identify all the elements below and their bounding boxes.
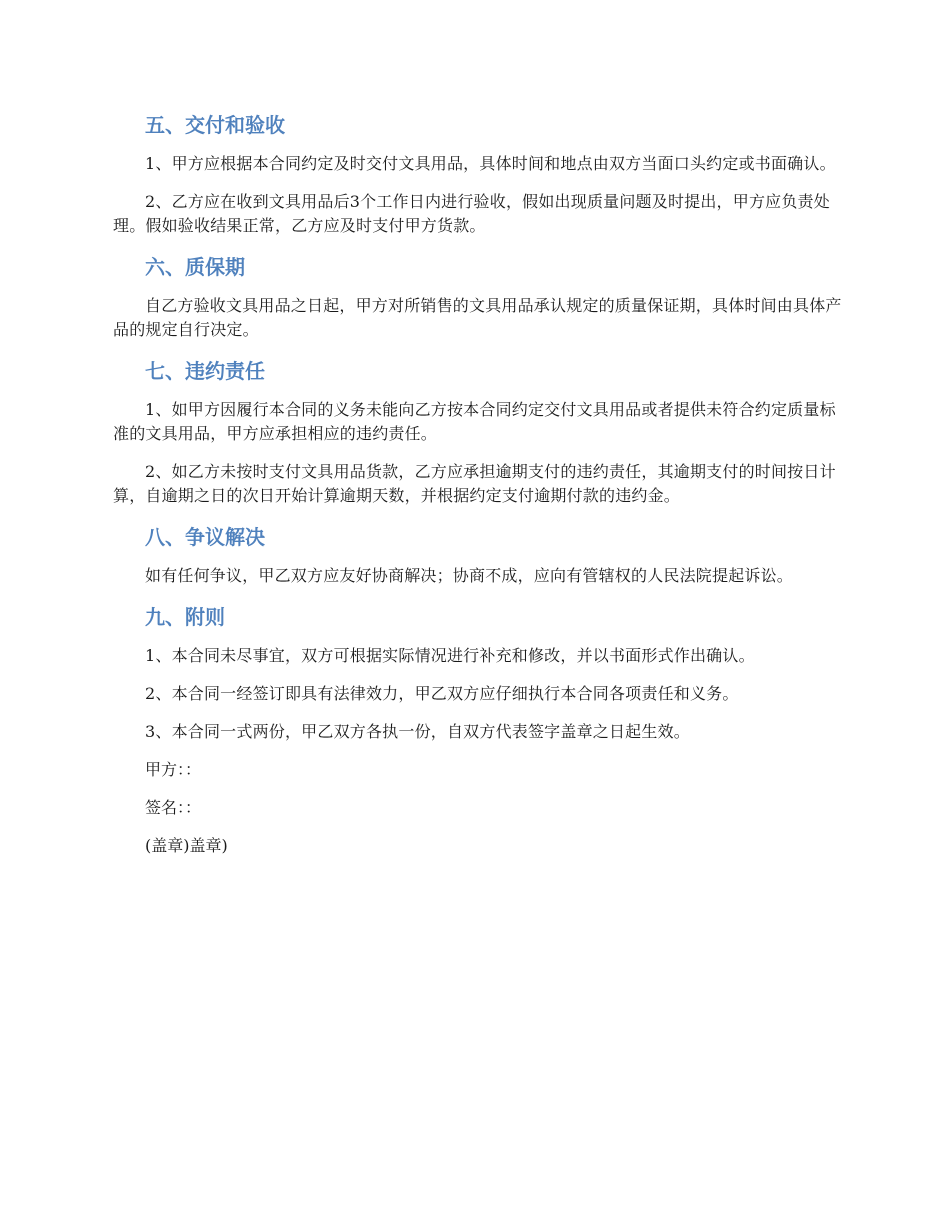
section-supplementary-provisions <box>113 602 843 744</box>
section-breach-liability <box>113 356 843 508</box>
paragraph: 自乙方验收文具用品之日起，甲方对所销售的文具用品承认规定的质量保证期，具体时间由具体产品的规定自行决定。 <box>113 296 842 339</box>
signature-block <box>113 758 843 858</box>
section-delivery-acceptance <box>113 110 843 238</box>
section-heading: 五、交付和验收 <box>145 113 285 137</box>
section-warranty <box>113 252 843 342</box>
paragraph: 1、本合同未尽事宜，双方可根据实际情况进行补充和修改，并以书面形式作出确认。 <box>145 646 755 665</box>
paragraph: 3、本合同一式两份，甲乙双方各执一份，自双方代表签字盖章之日起生效。 <box>145 722 690 741</box>
section-heading: 七、违约责任 <box>145 359 265 383</box>
paragraph: 1、如甲方因履行本合同的义务未能向乙方按本合同约定交付文具用品或者提供未符合约定质量标准的文具用品，甲方应承担相应的违约责任。 <box>113 400 836 443</box>
section-heading: 九、附则 <box>145 605 225 629</box>
paragraph: 1、甲方应根据本合同约定及时交付文具用品，具体时间和地点由双方当面口头约定或书面确认。 <box>145 154 836 173</box>
document-body <box>113 110 843 872</box>
section-heading: 六、质保期 <box>145 255 245 279</box>
party-a-label: 甲方：： <box>145 760 202 779</box>
signature-label: 签名：： <box>145 798 202 817</box>
section-dispute-resolution <box>113 522 843 588</box>
paragraph: 如有任何争议，甲乙双方应友好协商解决；协商不成，应向有管辖权的人民法院提起诉讼。 <box>145 566 794 585</box>
paragraph: 2、本合同一经签订即具有法律效力，甲乙双方应仔细执行本合同各项责任和义务。 <box>145 684 739 703</box>
paragraph: 2、如乙方未按时支付文具用品货款，乙方应承担逾期支付的违约责任，其逾期支付的时间按日计算，自逾期之日的次日开始计算逾期天数，并根据约定支付逾期付款的违约金。 <box>113 462 836 505</box>
paragraph: 2、乙方应在收到文具用品后3个工作日内进行验收，假如出现质量问题及时提出，甲方应负责处理。假如验收结果正常，乙方应及时支付甲方货款。 <box>113 192 830 235</box>
section-heading: 八、争议解决 <box>145 525 265 549</box>
seal-label: (盖章)盖章) <box>145 836 228 855</box>
